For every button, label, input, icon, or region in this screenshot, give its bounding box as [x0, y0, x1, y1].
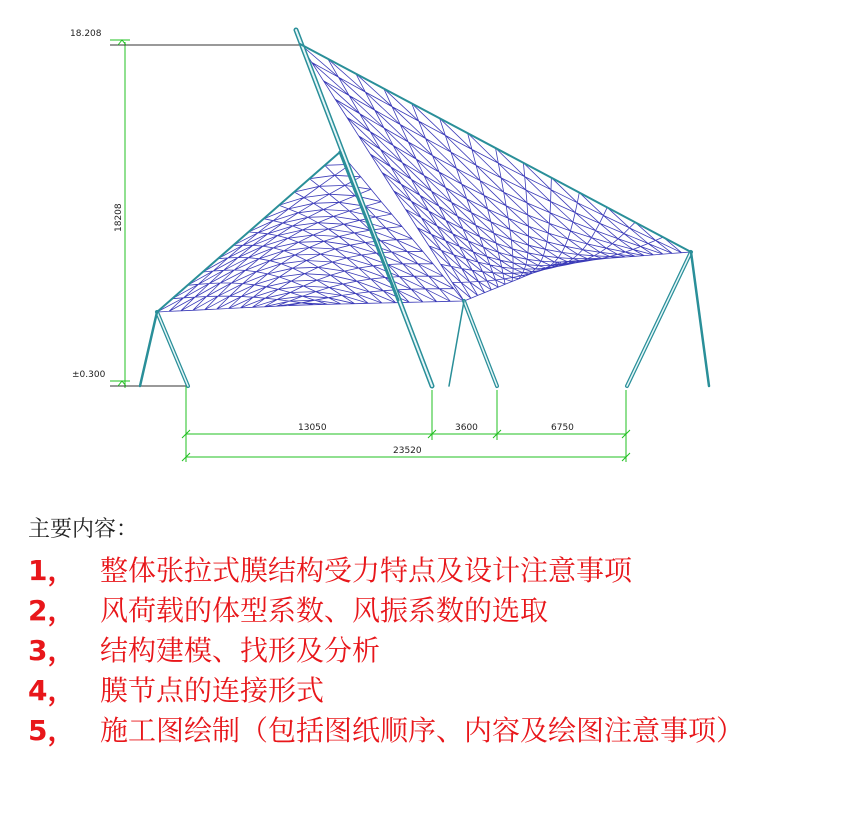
masts: [140, 30, 709, 386]
content-item-3: [28, 631, 858, 671]
mesh-surface: [300, 44, 691, 301]
content-item-1: [28, 551, 858, 591]
membrane-mesh: [157, 44, 691, 312]
content-item-4: [28, 671, 858, 711]
span-2-label: 3600: [455, 423, 478, 433]
item-text: 施工图绘制（包括图纸顺序、内容及绘图注意事项）: [100, 714, 745, 747]
span-3-label: 6750: [551, 423, 574, 433]
item-number: 2，: [28, 594, 76, 627]
bottom-level-label: ±0.300: [72, 370, 106, 380]
height-dimension: [110, 40, 300, 388]
item-number: 1，: [28, 554, 76, 587]
main-content-heading: 主要内容：: [28, 517, 139, 542]
content-item-5: [28, 711, 858, 751]
item-text: 结构建模、找形及分析: [100, 634, 381, 667]
content-item-2: [28, 591, 858, 631]
item-number: 3，: [28, 634, 76, 667]
height-label: 18208: [114, 203, 124, 232]
item-number: 5，: [28, 714, 76, 747]
total-span-label: 23520: [393, 446, 422, 456]
item-number: 4，: [28, 674, 76, 707]
top-level-label: 18.208: [70, 29, 102, 39]
span-1-label: 13050: [298, 423, 327, 433]
mesh-surface: [157, 152, 464, 312]
item-text: 整体张拉式膜结构受力特点及设计注意事项: [100, 554, 633, 587]
content-section: [28, 512, 858, 751]
item-text: 风荷载的体型系数、风振系数的选取: [100, 594, 549, 627]
item-text: 膜节点的连接形式: [100, 674, 325, 707]
